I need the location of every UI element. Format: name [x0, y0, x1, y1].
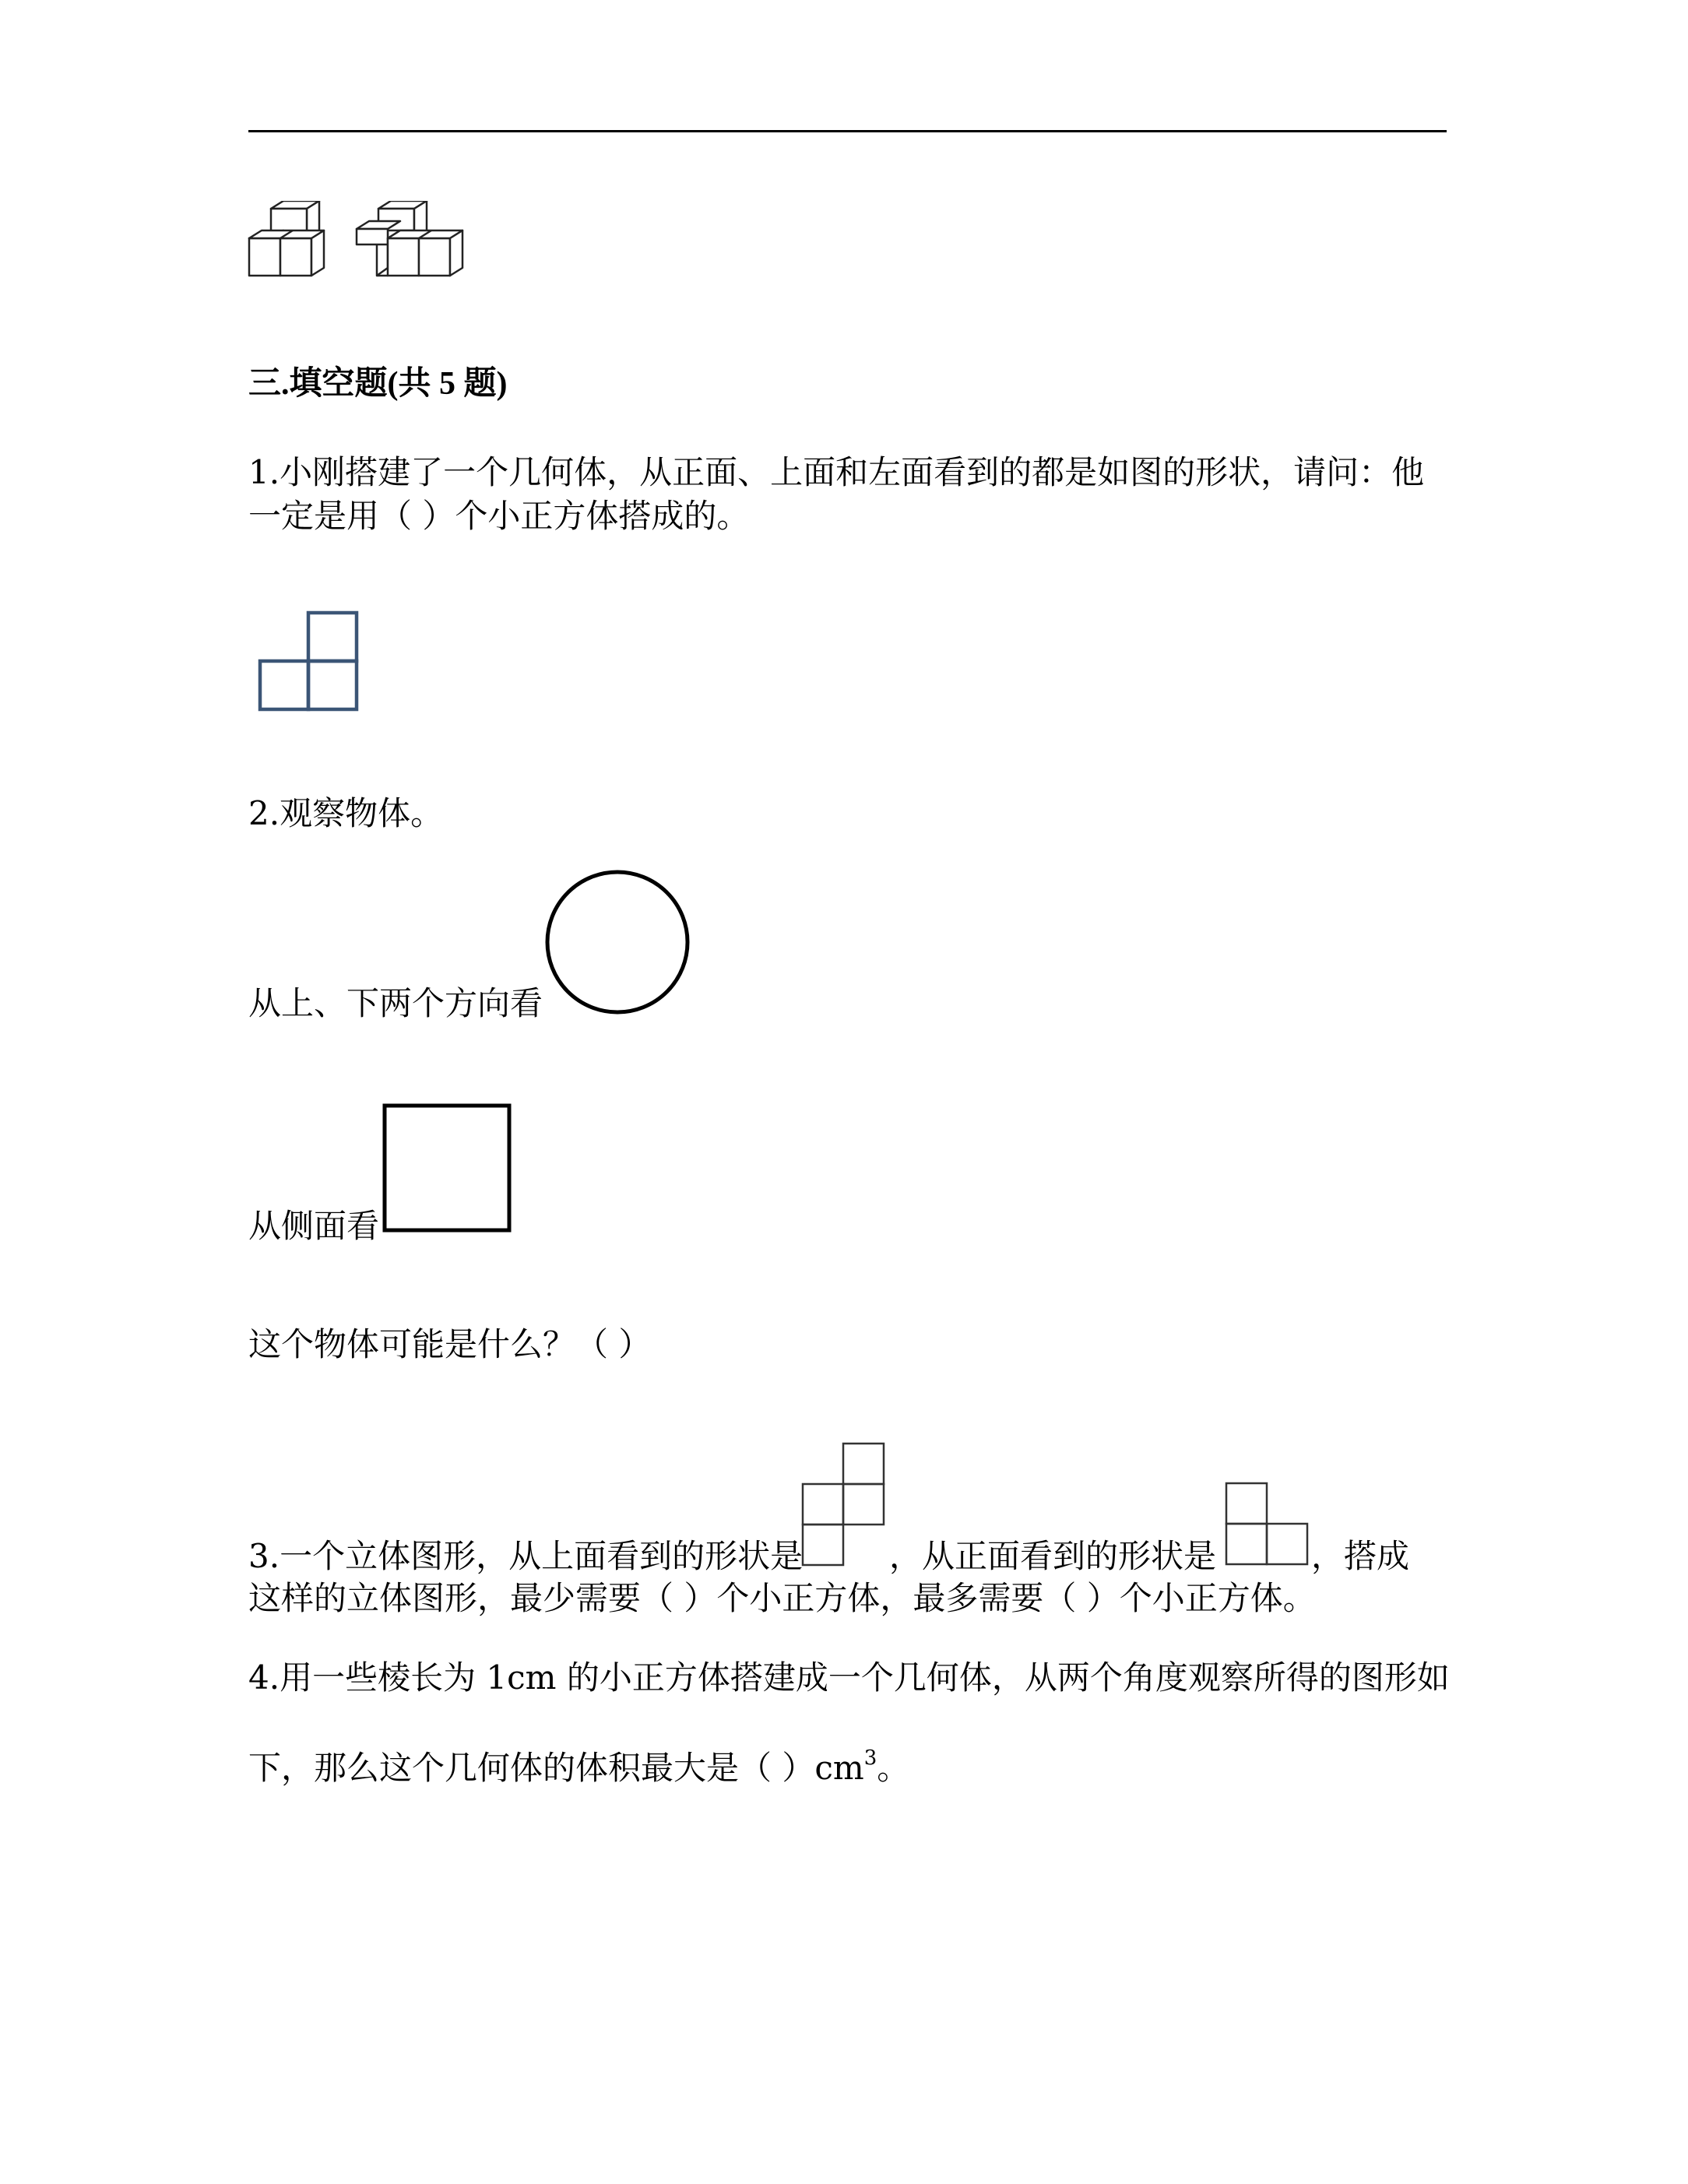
q4-line2-end: 。 — [877, 1749, 910, 1787]
top-view-grid-figure — [800, 1442, 888, 1571]
q3-part2: ，从正面看到的形状是 — [889, 1537, 1217, 1575]
q4-line2 — [248, 1747, 909, 1789]
q1-line1: 1.小刚搭建了一个几何体，从正面、上面和左面看到的都是如图的形状，请问：他 — [248, 453, 1425, 491]
q2-ask: 这个物体可能是什么？（ ） — [248, 1325, 652, 1363]
q3-part1: 3.一个立体图形，从上面看到的形状是 — [248, 1537, 804, 1575]
q3-line2: 这样的立体图形，最少需要（ ）个小正方体，最多需要（ ）个小正方体。 — [248, 1579, 1316, 1617]
q2-title: 2.观察物体。 — [248, 794, 444, 832]
q3-part3: ，搭成 — [1311, 1537, 1410, 1575]
header-rule — [248, 130, 1447, 132]
q1-line2: 一定是用（ ）个小正方体搭成的。 — [248, 497, 750, 535]
front-view-grid-figure — [1224, 1481, 1311, 1568]
q4-line1: 4.用一些棱长为 1cm 的小正方体搭建成一个几何体，从两个角度观察所得的图形如 — [248, 1658, 1450, 1697]
q2-top-bottom-label: 从上、下两个方向看 — [248, 984, 543, 1022]
square-view-figure — [382, 1103, 514, 1235]
section-heading: 三.填空题(共 5 题) — [248, 366, 508, 402]
q4-superscript: 3 — [863, 1746, 877, 1770]
q2-side-label: 从侧面看 — [248, 1207, 380, 1245]
l-shape-view-figure — [257, 609, 366, 718]
cube-stacks-figure — [248, 201, 489, 279]
circle-view-figure — [543, 867, 691, 1017]
q4-line2-text: 下，那么这个几何体的体积最大是（ ）cm — [248, 1749, 864, 1787]
